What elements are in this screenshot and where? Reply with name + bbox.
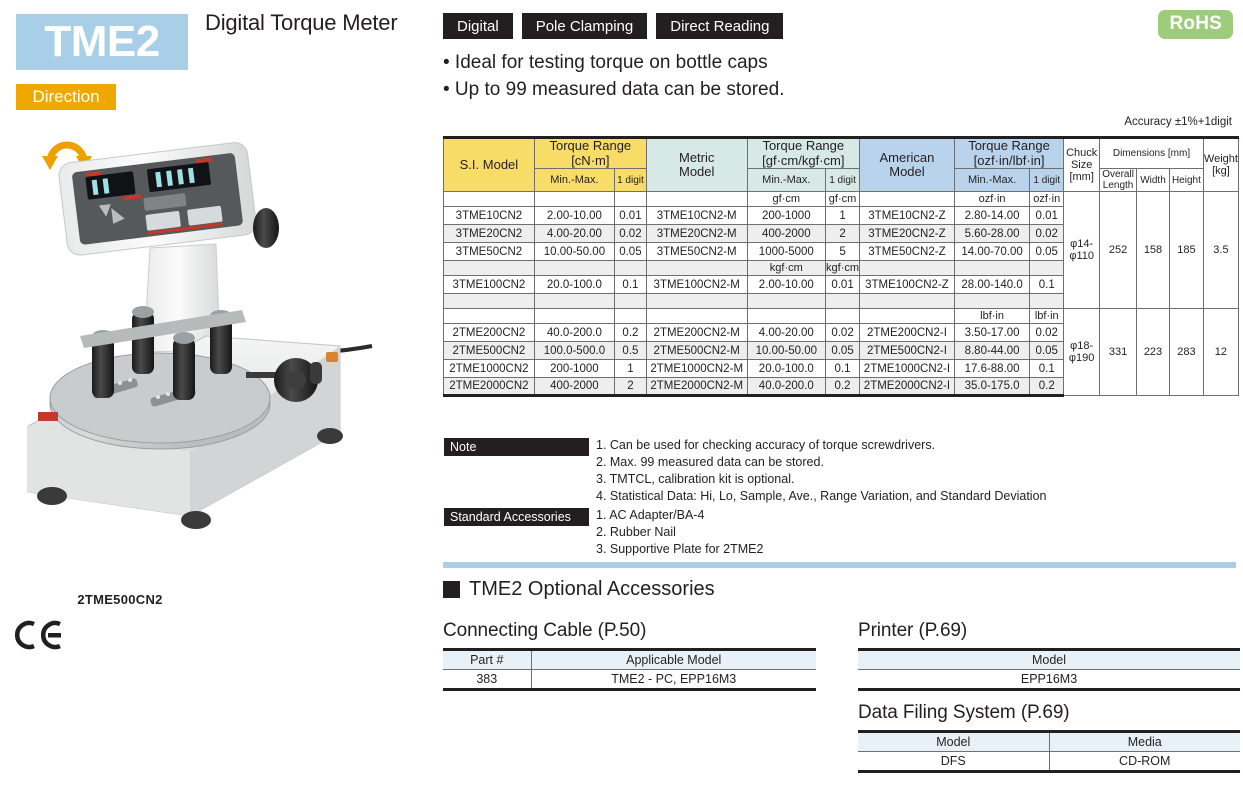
cell-metric-range: 1000-5000	[747, 243, 826, 261]
dfs-title: Data Filing System (P.69)	[858, 702, 1070, 723]
unit-blank	[826, 309, 860, 324]
cell-american-digit: 0.05	[1030, 342, 1064, 360]
cell-metric-model: 2TME2000CN2-M	[646, 378, 747, 396]
cell-si-range: 4.00-20.00	[534, 225, 614, 243]
cell-american-digit: 0.02	[1030, 225, 1064, 243]
connecting-cable-block	[443, 620, 816, 691]
cell-american-range: 5.60-28.00	[954, 225, 1029, 243]
photo-caption: 2TME500CN2	[77, 592, 163, 607]
dfs-col-header-model: Model	[858, 732, 1049, 752]
cell-si-model: 3TME20CN2	[444, 225, 535, 243]
unit-row	[444, 309, 1239, 324]
cell-metric-model: 3TME20CN2-M	[646, 225, 747, 243]
metric-range-title: Torque Range	[762, 138, 845, 153]
metric-model-line1: Metric	[679, 149, 715, 165]
rohs-badge: RoHS	[1158, 10, 1233, 39]
specification-table	[443, 136, 1239, 397]
product-photo	[10, 140, 410, 580]
cell-si-range: 400-2000	[534, 378, 614, 396]
chuck-size-group-2	[1064, 309, 1100, 396]
data-filing-system-block	[858, 702, 1240, 773]
accessory-item: 1. AC Adapter/BA-4	[596, 508, 705, 522]
dfs-table	[858, 730, 1240, 773]
cell-american-range: 17.6-88.00	[954, 360, 1029, 378]
cell-si-model: 2TME1000CN2	[444, 360, 535, 378]
cell-si-model: 3TME50CN2	[444, 243, 535, 261]
unit-blank	[646, 261, 747, 276]
cell-metric-digit: 0.05	[826, 342, 860, 360]
height-group-2: 283	[1169, 309, 1203, 396]
cell-american-model: 3TME10CN2-Z	[860, 207, 955, 225]
cell-metric-range: 4.00-20.00	[747, 324, 826, 342]
col-header-american-model	[860, 138, 955, 192]
cell-american-range: 8.80-44.00	[954, 342, 1029, 360]
col-header-overall-length	[1100, 169, 1137, 192]
cell-si-model: 3TME100CN2	[444, 276, 535, 294]
standard-accessories-label: Standard Accessories	[444, 508, 589, 526]
spacer-cell	[860, 294, 955, 309]
printer-title: Printer (P.69)	[858, 620, 968, 641]
spacer-cell	[826, 294, 860, 309]
cell-american-model: 3TME50CN2-Z	[860, 243, 955, 261]
cell-si-digit: 0.02	[615, 225, 647, 243]
col-header-metric-digit: 1 digit	[826, 169, 860, 192]
note-item: 4. Statistical Data: Hi, Lo, Sample, Ave., Range Variation, and Standard Deviation	[596, 489, 1047, 503]
cell-si-range: 200-1000	[534, 360, 614, 378]
unit-row	[444, 192, 1239, 207]
direction-label: Direction	[32, 87, 100, 106]
unit-metric-minmax: kgf·cm	[747, 261, 826, 276]
unit-blank	[954, 261, 1029, 276]
unit-american-digit: ozf·in	[1030, 192, 1064, 207]
cell-metric-model: 3TME100CN2-M	[646, 276, 747, 294]
col-header-weight	[1203, 138, 1238, 192]
feature-tag-digital: Digital	[443, 13, 513, 39]
cell-metric-model: 3TME10CN2-M	[646, 207, 747, 225]
accuracy-note: Accuracy ±1%+1digit	[1124, 116, 1232, 128]
col-header-si-minmax: Min.-Max.	[534, 169, 614, 192]
cell-metric-model: 2TME200CN2-M	[646, 324, 747, 342]
col-header-si-torque-range	[534, 138, 646, 169]
unit-blank	[1030, 261, 1064, 276]
cell-si-range: 40.0-200.0	[534, 324, 614, 342]
note-item: 1. Can be used for checking accuracy of torque screwdrivers.	[596, 438, 936, 452]
unit-blank	[615, 309, 647, 324]
model-name-text: TME2	[44, 17, 160, 66]
ce-mark-icon	[14, 620, 66, 655]
cell-american-range: 3.50-17.00	[954, 324, 1029, 342]
cable-col-header-model: Applicable Model	[531, 650, 816, 670]
cable-cell-part: 383	[443, 670, 531, 690]
weight-group-1: 3.5	[1203, 192, 1238, 309]
notes-section	[443, 436, 1239, 559]
spacer-cell	[747, 294, 826, 309]
cell-si-digit: 0.2	[615, 324, 647, 342]
cell-american-digit: 0.05	[1030, 243, 1064, 261]
col-header-metric-torque-range	[747, 138, 860, 169]
overall-line1: Overall	[1102, 169, 1134, 181]
cell-american-model: 2TME200CN2-I	[860, 324, 955, 342]
table-row	[858, 670, 1240, 690]
connecting-cable-table	[443, 648, 816, 691]
feature-tag-direct-reading: Direct Reading	[656, 13, 783, 39]
cell-american-model: 3TME20CN2-Z	[860, 225, 955, 243]
cell-si-digit: 0.05	[615, 243, 647, 261]
cell-metric-model: 3TME50CN2-M	[646, 243, 747, 261]
printer-block	[858, 620, 1240, 691]
american-model-line1: American	[879, 149, 935, 165]
printer-table	[858, 648, 1240, 691]
cell-si-range: 100.0-500.0	[534, 342, 614, 360]
col-header-height: Height	[1169, 169, 1203, 192]
optional-accessories-title: TME2 Optional Accessories	[469, 578, 715, 600]
spacer-cell	[444, 294, 535, 309]
weight-group-2: 12	[1203, 309, 1238, 396]
product-visual-panel	[0, 0, 436, 788]
chuck-line2: Size	[1070, 159, 1093, 172]
accessory-item: 2. Rubber Nail	[596, 525, 676, 539]
cell-si-digit: 0.1	[615, 276, 647, 294]
unit-blank	[615, 192, 647, 207]
feature-bullet-list	[443, 50, 784, 104]
direction-badge	[16, 84, 116, 110]
cell-american-digit: 0.02	[1030, 324, 1064, 342]
overall-line2: Length	[1102, 180, 1134, 192]
cell-si-digit: 1	[615, 360, 647, 378]
cell-american-model: 2TME500CN2-I	[860, 342, 955, 360]
cell-si-model: 2TME200CN2	[444, 324, 535, 342]
cell-metric-model: 2TME1000CN2-M	[646, 360, 747, 378]
cell-si-range: 2.00-10.00	[534, 207, 614, 225]
bullet-item: • Up to 99 measured data can be stored.	[443, 78, 785, 100]
dfs-col-header-media: Media	[1049, 732, 1240, 752]
metric-range-unit: [gf·cm/kgf·cm]	[762, 152, 845, 168]
model-name-badge	[16, 14, 188, 70]
accessory-item: 3. Supportive Plate for 2TME2	[596, 542, 764, 556]
american-range-title: Torque Range	[968, 138, 1050, 153]
feature-tag-row	[443, 13, 783, 39]
unit-blank	[646, 192, 747, 207]
chuck-line1: Chuck	[1066, 146, 1098, 159]
page-title: Digital Torque Meter	[205, 10, 398, 35]
cell-metric-digit: 0.02	[826, 324, 860, 342]
cell-metric-model: 2TME500CN2-M	[646, 342, 747, 360]
weight-line2: [kg]	[1212, 165, 1230, 178]
metric-model-line2: Model	[678, 164, 715, 180]
cell-metric-range: 200-1000	[747, 207, 826, 225]
cell-si-digit: 0.5	[615, 342, 647, 360]
unit-blank	[444, 192, 535, 207]
spacer-cell	[534, 294, 614, 309]
si-range-title: Torque Range	[549, 138, 632, 153]
cell-american-model: 2TME1000CN2-I	[860, 360, 955, 378]
cell-metric-range: 40.0-200.0	[747, 378, 826, 396]
col-header-si-model: S.I. Model	[444, 138, 535, 192]
unit-blank	[860, 309, 955, 324]
note-item: 2. Max. 99 measured data can be stored.	[596, 455, 824, 469]
unit-american-digit: lbf·in	[1030, 309, 1064, 324]
unit-blank	[860, 261, 955, 276]
american-model-line2: Model	[889, 164, 925, 180]
table-row	[858, 752, 1240, 772]
cell-metric-range: 2.00-10.00	[747, 276, 826, 294]
cell-american-digit: 0.2	[1030, 378, 1064, 396]
col-header-american-torque-range	[954, 138, 1063, 169]
col-header-american-minmax: Min.-Max.	[954, 169, 1029, 192]
cell-metric-digit: 5	[826, 243, 860, 261]
dfs-cell-media: CD-ROM	[1049, 752, 1240, 772]
unit-metric-digit: kgf·cm	[826, 262, 860, 275]
width-group-1: 158	[1137, 192, 1170, 309]
cell-metric-digit: 0.1	[826, 360, 860, 378]
accessories-items	[590, 506, 1239, 559]
spacer-cell	[1030, 294, 1064, 309]
section-divider	[443, 562, 1236, 568]
cell-si-model: 3TME10CN2	[444, 207, 535, 225]
cell-si-model: 2TME2000CN2	[444, 378, 535, 396]
width-group-2: 223	[1137, 309, 1170, 396]
unit-blank	[747, 309, 826, 324]
unit-metric-digit: gf·cm	[826, 192, 860, 207]
cell-american-digit: 0.1	[1030, 276, 1064, 294]
unit-metric-minmax: gf·cm	[747, 192, 826, 207]
col-header-chuck-size	[1064, 138, 1100, 192]
unit-blank	[534, 261, 614, 276]
col-header-dimensions: Dimensions [mm]	[1100, 138, 1204, 169]
cell-american-range: 28.00-140.0	[954, 276, 1029, 294]
unit-blank	[860, 192, 955, 207]
optional-accessories-heading	[443, 578, 715, 601]
american-range-unit: [ozf·in/lbf·in]	[973, 152, 1045, 168]
cell-metric-digit: 0.2	[826, 378, 860, 396]
cell-metric-range: 20.0-100.0	[747, 360, 826, 378]
chuck-group2-line2: φ190	[1068, 352, 1095, 365]
chuck-line3: [mm]	[1069, 171, 1094, 184]
col-header-metric-model	[646, 138, 747, 192]
unit-blank	[615, 261, 647, 276]
note-item: 3. TMTCL, calibration kit is optional.	[596, 472, 795, 486]
col-header-metric-minmax: Min.-Max.	[747, 169, 826, 192]
spacer-cell	[646, 294, 747, 309]
chuck-group2-line1: φ18-	[1070, 340, 1094, 353]
dfs-cell-model: DFS	[858, 752, 1049, 772]
table-row	[443, 670, 816, 690]
accessories-label-cell	[443, 506, 590, 559]
printer-col-header-model: Model	[858, 650, 1240, 670]
note-label-cell	[443, 436, 590, 506]
printer-cell-model: EPP16M3	[858, 670, 1240, 690]
chuck-group1-line2: φ110	[1069, 250, 1094, 263]
unit-blank	[646, 309, 747, 324]
unit-american-minmax: ozf·in	[954, 192, 1029, 207]
unit-blank	[534, 309, 614, 324]
cable-cell-model: TME2 - PC, EPP16M3	[531, 670, 816, 690]
cell-american-range: 35.0-175.0	[954, 378, 1029, 396]
cell-metric-digit: 0.01	[826, 276, 860, 294]
chuck-group1-line1: φ14-	[1070, 238, 1094, 251]
chuck-size-group-1	[1064, 192, 1100, 309]
cell-si-model: 2TME500CN2	[444, 342, 535, 360]
col-header-american-digit: 1 digit	[1030, 169, 1064, 192]
cell-metric-digit: 2	[826, 225, 860, 243]
cell-metric-range: 10.00-50.00	[747, 342, 826, 360]
bullet-item: • Ideal for testing torque on bottle caps	[443, 52, 768, 73]
feature-tag-pole-clamping: Pole Clamping	[522, 13, 648, 39]
cell-american-digit: 0.1	[1030, 360, 1064, 378]
cell-american-model: 3TME100CN2-Z	[860, 276, 955, 294]
spacer-cell	[615, 294, 647, 309]
unit-blank	[534, 192, 614, 207]
spacer-cell	[954, 294, 1029, 309]
specifications-panel	[440, 0, 1243, 788]
unit-blank	[444, 309, 535, 324]
cell-si-range: 20.0-100.0	[534, 276, 614, 294]
cell-si-digit: 2	[615, 378, 647, 396]
weight-line1: Weight	[1203, 152, 1238, 165]
cell-american-range: 14.00-70.00	[954, 243, 1029, 261]
cell-si-digit: 0.01	[615, 207, 647, 225]
unit-blank	[444, 261, 535, 276]
col-header-si-digit: 1 digit	[615, 169, 647, 192]
height-group-1: 185	[1169, 192, 1203, 309]
square-bullet-icon	[443, 581, 460, 598]
cell-american-model: 2TME2000CN2-I	[860, 378, 955, 396]
note-items	[590, 436, 1239, 506]
note-label: Note	[444, 438, 589, 456]
col-header-width: Width	[1137, 169, 1170, 192]
cell-metric-digit: 1	[826, 207, 860, 225]
cell-si-range: 10.00-50.00	[534, 243, 614, 261]
cell-american-digit: 0.01	[1030, 207, 1064, 225]
cell-metric-range: 400-2000	[747, 225, 826, 243]
cable-col-header-part: Part #	[443, 650, 531, 670]
connecting-cable-title: Connecting Cable (P.50)	[443, 620, 647, 641]
si-range-unit: [cN·m]	[571, 152, 610, 168]
cell-american-range: 2.80-14.00	[954, 207, 1029, 225]
overall-length-group-2: 331	[1100, 309, 1137, 396]
overall-length-group-1: 252	[1100, 192, 1137, 309]
unit-american-minmax: lbf·in	[954, 309, 1029, 324]
